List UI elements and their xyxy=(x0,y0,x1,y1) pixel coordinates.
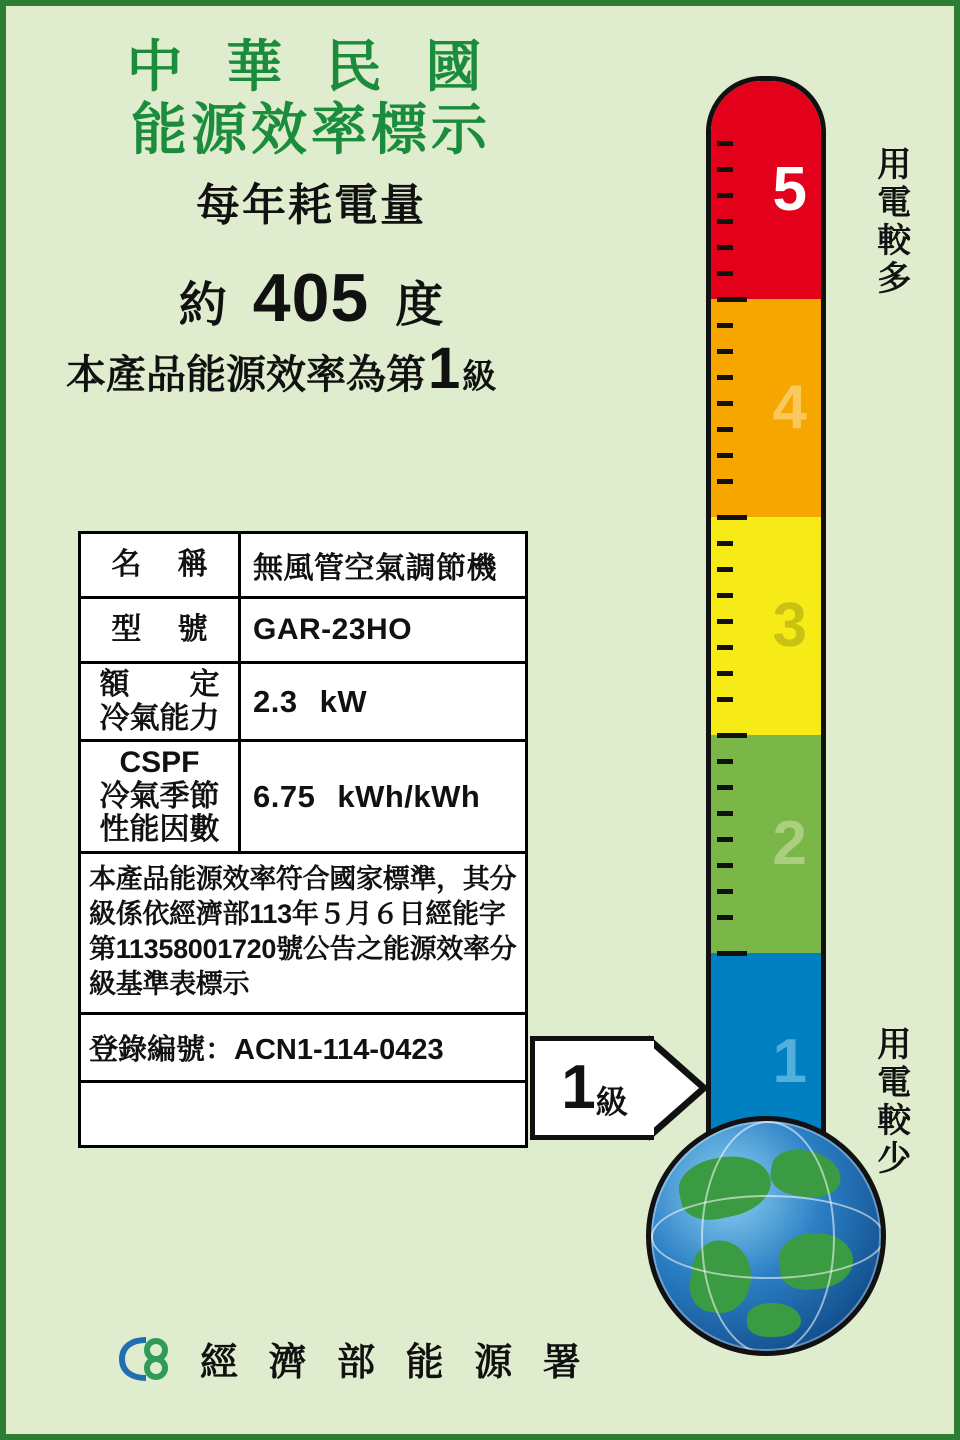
header-block xyxy=(66,36,556,400)
spec-key-model xyxy=(81,599,241,661)
spec-key-cspf xyxy=(81,742,241,851)
efficiency-scale xyxy=(706,76,826,1176)
grade-statement-suffix: 級 xyxy=(462,358,497,397)
spec-key-capacity-line2: 冷氣能力 xyxy=(99,701,220,735)
scale-segment-2-label: 2 xyxy=(772,809,807,878)
page-title-line1: 中 華 民 國 xyxy=(126,35,496,98)
capacity-number: 2.3 xyxy=(253,683,298,719)
scale-segment-1-label: 1 xyxy=(772,1027,807,1096)
approx-label: 約 xyxy=(178,279,227,333)
consumption-value: 405 xyxy=(252,260,370,337)
registration-label: 登錄編號： xyxy=(89,1034,235,1067)
standard-note: 本產品能源效率符合國家標準，其分級係依經濟部113年５月６日經能字第11358001720號公告之能源效率分級基準表標示 xyxy=(81,854,525,1015)
grade-pointer-suffix: 級 xyxy=(595,1084,628,1120)
scale-segment-3-label: 3 xyxy=(772,591,807,660)
grade-statement xyxy=(66,336,556,402)
scale-segment-4-label: 4 xyxy=(772,373,807,442)
page-title-line2: 能源效率標示 xyxy=(131,97,491,161)
spec-key-cspf-line2: 冷氣季節 xyxy=(99,779,220,813)
grade-statement-prefix: 本產品能源效率為第 xyxy=(66,353,426,398)
scale-tube xyxy=(706,76,826,1166)
spec-key-name-text: 名 稱 xyxy=(111,548,222,582)
capacity-unit: kW xyxy=(319,683,368,719)
spec-value-cspf xyxy=(241,742,525,851)
blank-row xyxy=(81,1083,525,1145)
grade-pointer-badge xyxy=(530,1036,710,1140)
annual-consumption-value-row xyxy=(66,259,556,337)
globe-bulb-icon xyxy=(646,1116,886,1356)
spec-key-capacity-line1: 額 定 xyxy=(99,668,220,701)
scale-ticks xyxy=(717,81,747,1161)
energy-administration-logo-icon xyxy=(116,1336,178,1382)
spec-value-model: GAR-23HO xyxy=(253,613,413,646)
agency-name: 經 濟 部 能 源 署 xyxy=(200,1342,591,1384)
registration-row xyxy=(81,1015,525,1083)
spec-key-capacity xyxy=(81,664,241,739)
spec-table xyxy=(78,531,528,1148)
grade-pointer-number: 1 xyxy=(561,1053,596,1122)
spec-value-name: 無風管空氣調節機 xyxy=(253,552,497,585)
table-row xyxy=(81,599,525,664)
registration-number: ACN1-114-0423 xyxy=(234,1034,444,1067)
consumption-unit: 度 xyxy=(395,279,444,333)
cspf-unit: kWh/kWh xyxy=(337,778,481,814)
grade-statement-number: 1 xyxy=(428,336,461,402)
footer xyxy=(116,1331,591,1386)
spec-key-name xyxy=(81,534,241,596)
grade-pointer-body xyxy=(530,1036,654,1140)
table-row xyxy=(81,742,525,854)
annual-consumption-label: 每年耗電量 xyxy=(196,181,426,231)
table-row xyxy=(81,664,525,742)
spec-key-model-text: 型 號 xyxy=(111,613,222,647)
scale-label-low: 用電較少 xyxy=(871,1026,910,1178)
cspf-number: 6.75 xyxy=(253,778,316,814)
spec-value-capacity xyxy=(241,664,525,739)
scale-label-high: 用電較多 xyxy=(871,146,910,298)
spec-key-cspf-line3: 性能因數 xyxy=(99,813,220,847)
table-row xyxy=(81,534,525,599)
spec-key-cspf-line1: CSPF xyxy=(119,746,200,780)
scale-segment-5-label: 5 xyxy=(772,155,807,224)
